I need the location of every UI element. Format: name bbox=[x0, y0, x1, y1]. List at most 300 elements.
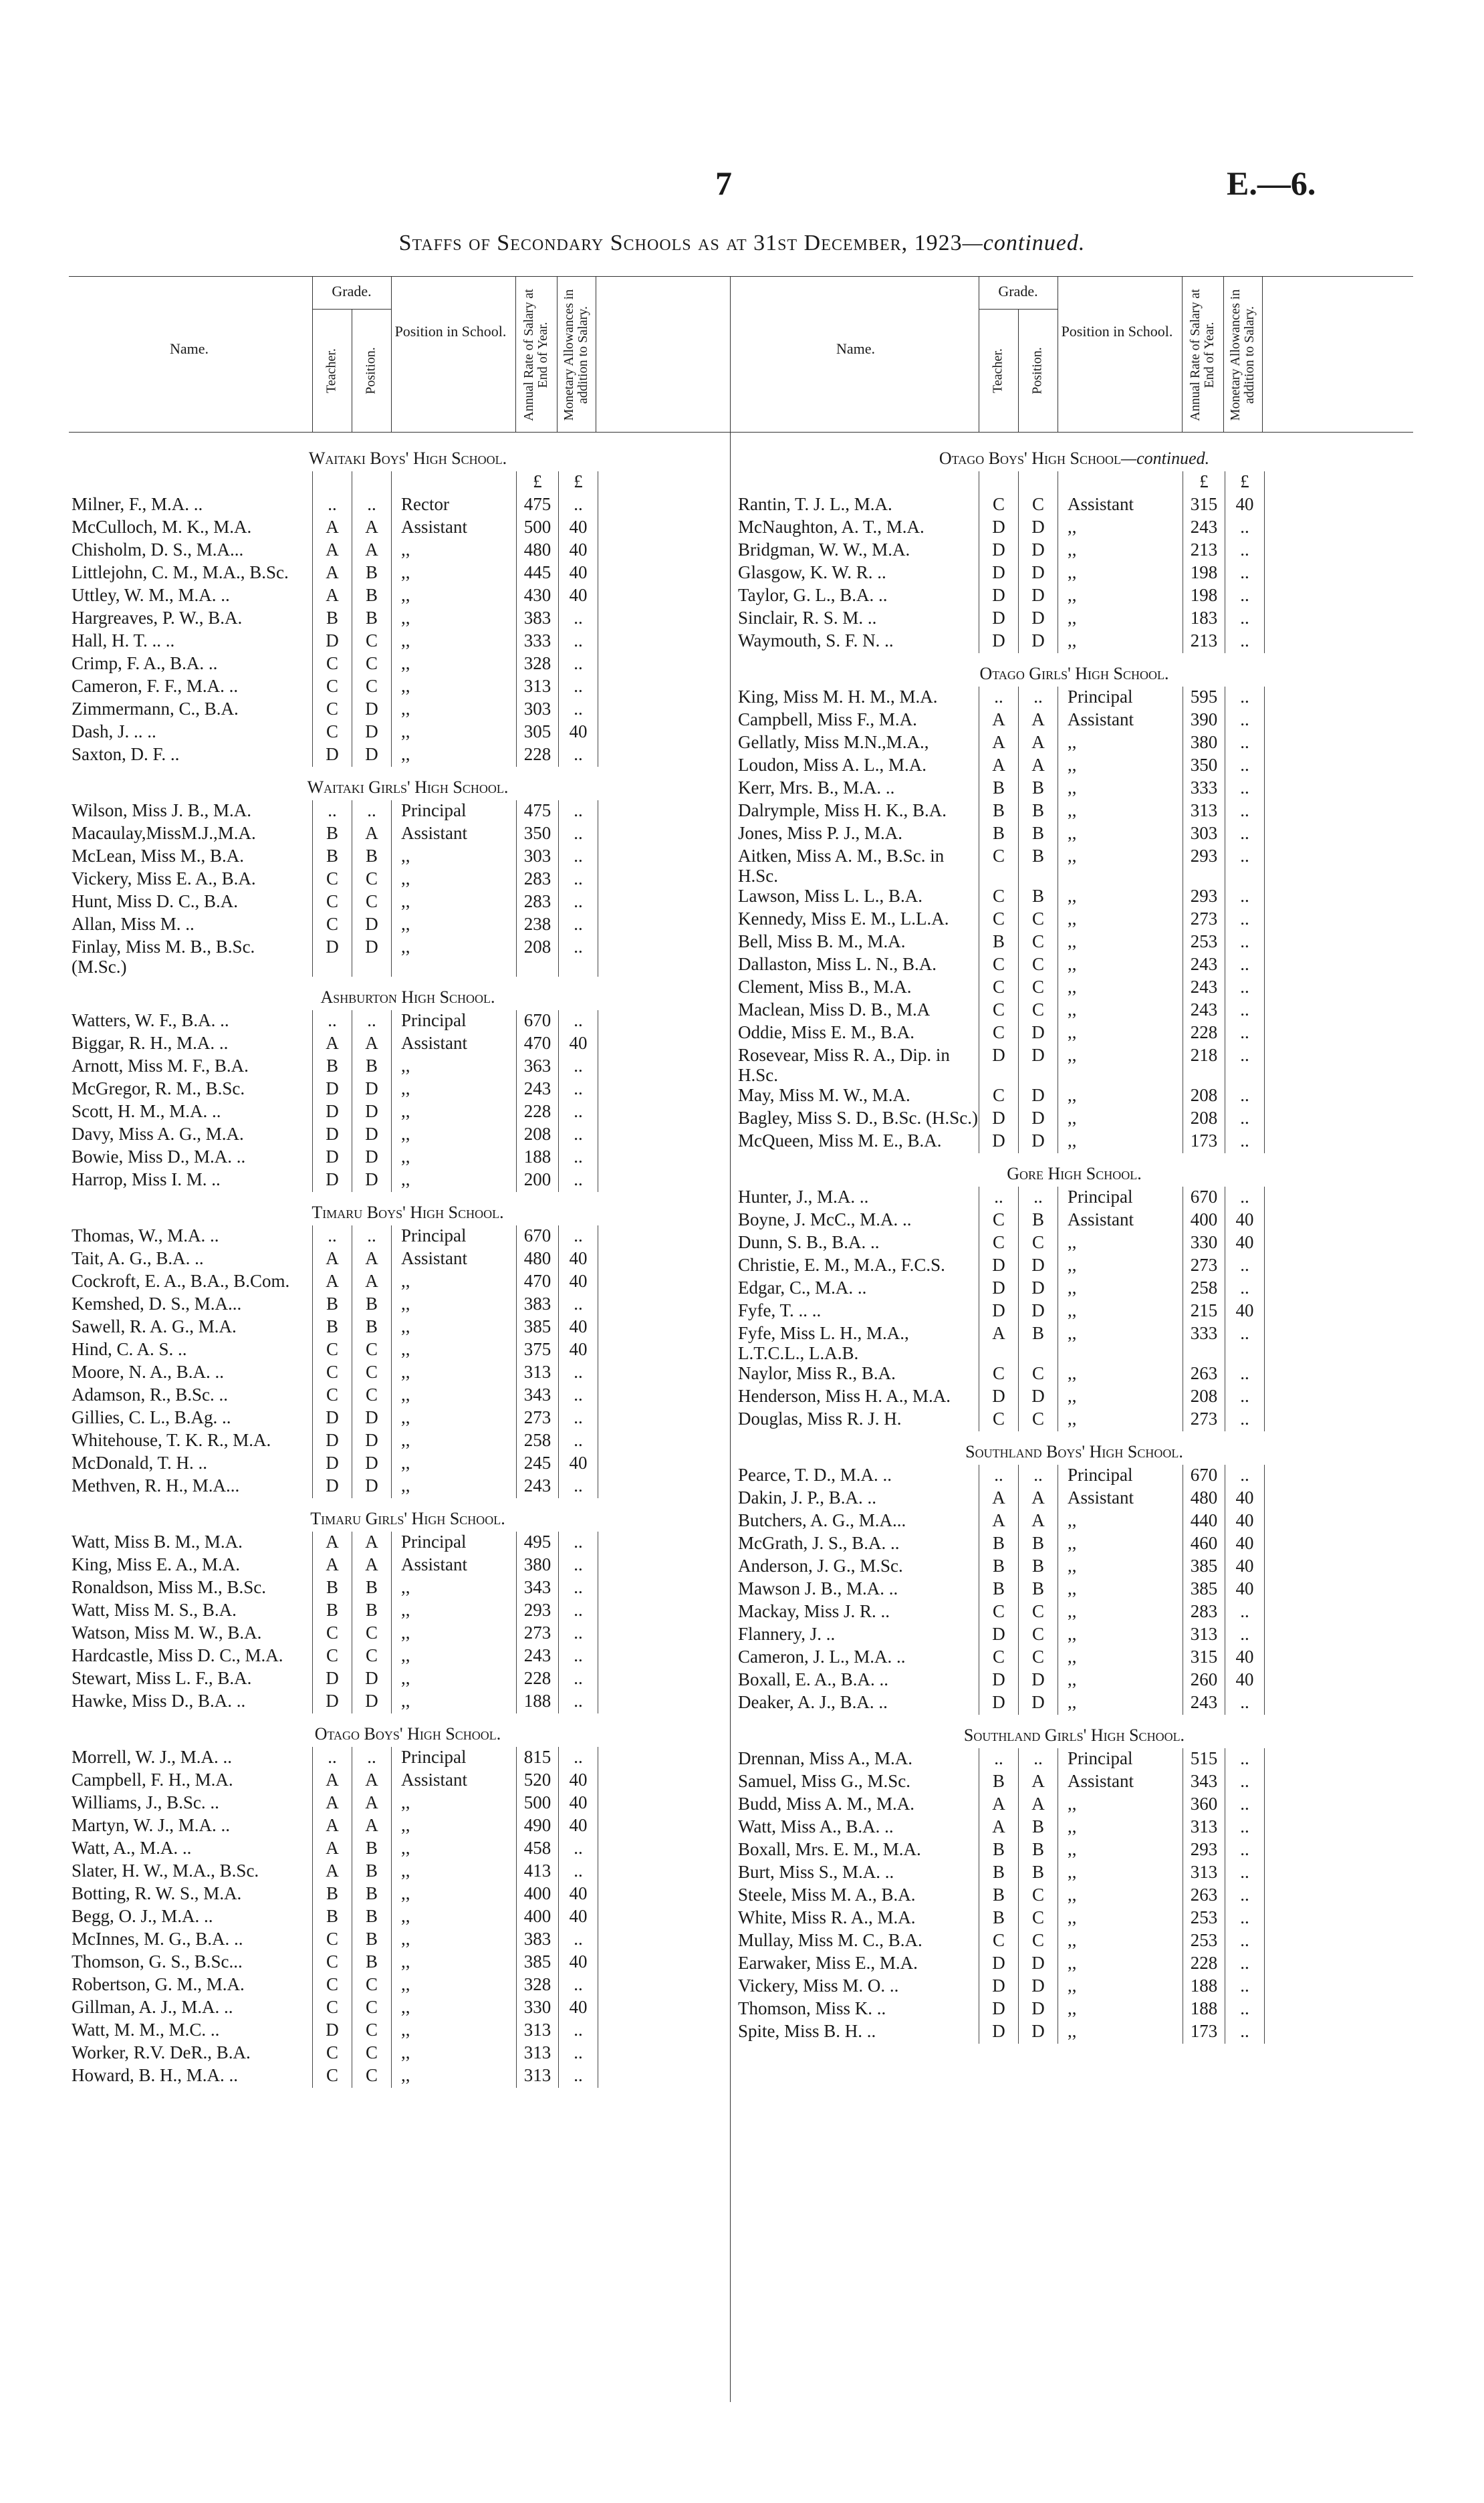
teacher-grade: C bbox=[313, 676, 352, 699]
salary: 200 bbox=[517, 1169, 559, 1192]
teacher-grade: B bbox=[979, 931, 1019, 954]
table-row bbox=[735, 494, 1413, 517]
position-grade: A bbox=[352, 1248, 392, 1271]
teacher-grade: C bbox=[979, 1209, 1019, 1232]
teacher-grade: C bbox=[979, 1647, 1019, 1669]
position-in-school: ,, bbox=[392, 868, 517, 891]
staff-name: Hind, C. A. S. .. bbox=[72, 1339, 187, 1359]
table-row bbox=[735, 977, 1413, 999]
allowance: 40 bbox=[559, 540, 598, 562]
table-row bbox=[735, 1624, 1413, 1647]
salary: 243 bbox=[1183, 999, 1225, 1022]
position-grade: D bbox=[1019, 608, 1058, 630]
school-section-title bbox=[735, 446, 1413, 471]
staff-table bbox=[69, 1532, 747, 1713]
continued-label: —continued. bbox=[1120, 449, 1210, 468]
column-divider bbox=[730, 276, 731, 2402]
allowance: 40 bbox=[559, 1815, 598, 1838]
salary: 188 bbox=[1183, 1976, 1225, 1998]
allowance: .. bbox=[559, 744, 598, 767]
position-grade: C bbox=[1019, 1409, 1058, 1431]
position-in-school: ,, bbox=[1058, 732, 1183, 755]
allowance: .. bbox=[559, 1623, 598, 1645]
position-in-school: ,, bbox=[1058, 1976, 1183, 1998]
table-row bbox=[735, 1300, 1413, 1323]
position-grade: A bbox=[352, 1554, 392, 1577]
salary: 343 bbox=[517, 1385, 559, 1407]
table-row bbox=[69, 1453, 747, 1475]
salary: 188 bbox=[517, 1691, 559, 1713]
position-in-school: ,, bbox=[1058, 954, 1183, 977]
table-row bbox=[69, 1339, 747, 1362]
allowance: .. bbox=[559, 1078, 598, 1101]
position-grade: .. bbox=[352, 800, 392, 823]
staff-name: King, Miss M. H. M., M.A. bbox=[738, 687, 938, 707]
staff-name: Aitken, Miss A. M., B.Sc. in H.Sc. bbox=[738, 846, 945, 886]
table-row bbox=[69, 1147, 747, 1169]
teacher-grade: D bbox=[979, 1669, 1019, 1692]
position-grade: C bbox=[1019, 494, 1058, 517]
position-grade: D bbox=[352, 1101, 392, 1124]
staff-name: Kemshed, D. S., M.A... bbox=[72, 1294, 242, 1314]
allowance: .. bbox=[1225, 1692, 1265, 1715]
currency-symbol: £ bbox=[517, 471, 559, 494]
allowance: .. bbox=[1225, 1862, 1265, 1885]
salary: 470 bbox=[517, 1271, 559, 1294]
position-grade: B bbox=[352, 1861, 392, 1883]
allowance: .. bbox=[559, 676, 598, 699]
teacher-grade: A bbox=[313, 1815, 352, 1838]
salary: 350 bbox=[1183, 755, 1225, 778]
teacher-grade: B bbox=[979, 1862, 1019, 1885]
teacher-grade: B bbox=[313, 1577, 352, 1600]
staff-name: Morrell, W. J., M.A. .. bbox=[72, 1747, 233, 1767]
staff-name: Ronaldson, Miss M., B.Sc. bbox=[72, 1577, 267, 1597]
header-name: Name. bbox=[836, 340, 876, 357]
position-grade: C bbox=[352, 1362, 392, 1385]
staff-name: Cockroft, E. A., B.A., B.Com. bbox=[72, 1271, 290, 1291]
staff-name: Methven, R. H., M.A... bbox=[72, 1475, 240, 1496]
table-row bbox=[69, 1623, 747, 1645]
teacher-grade: A bbox=[979, 1816, 1019, 1839]
position-in-school: Assistant bbox=[392, 1248, 517, 1271]
table-row bbox=[735, 562, 1413, 585]
table-row bbox=[735, 886, 1413, 909]
salary: 188 bbox=[517, 1147, 559, 1169]
teacher-grade: C bbox=[979, 1363, 1019, 1386]
staff-name: Begg, O. J., M.A. .. bbox=[72, 1906, 213, 1926]
allowance: .. bbox=[1225, 755, 1265, 778]
staff-name: Waymouth, S. F. N. .. bbox=[738, 630, 894, 650]
position-in-school: ,, bbox=[392, 721, 517, 744]
teacher-grade: C bbox=[313, 1339, 352, 1362]
position-in-school: ,, bbox=[1058, 630, 1183, 653]
salary: 815 bbox=[517, 1747, 559, 1770]
teacher-grade: C bbox=[313, 914, 352, 937]
teacher-grade: D bbox=[313, 1078, 352, 1101]
staff-name: Dakin, J. P., B.A. .. bbox=[738, 1487, 877, 1508]
staff-name: Taylor, G. L., B.A. .. bbox=[738, 585, 888, 605]
allowance: 40 bbox=[1225, 1533, 1265, 1556]
teacher-grade: B bbox=[313, 1906, 352, 1929]
table-row bbox=[69, 891, 747, 914]
salary: 315 bbox=[1183, 494, 1225, 517]
position-grade: A bbox=[352, 1033, 392, 1056]
position-in-school: ,, bbox=[392, 937, 517, 977]
salary: 413 bbox=[517, 1861, 559, 1883]
staff-name: Tait, A. G., B.A. .. bbox=[72, 1248, 204, 1268]
allowance: 40 bbox=[1225, 1487, 1265, 1510]
position-in-school: ,, bbox=[392, 846, 517, 868]
position-in-school: ,, bbox=[392, 744, 517, 767]
teacher-grade: A bbox=[979, 732, 1019, 755]
position-in-school: Assistant bbox=[392, 1770, 517, 1792]
table-row bbox=[69, 1225, 747, 1248]
position-in-school: ,, bbox=[392, 1951, 517, 1974]
teacher-grade: D bbox=[979, 1130, 1019, 1153]
allowance: .. bbox=[1225, 1022, 1265, 1045]
position-grade: C bbox=[352, 2042, 392, 2065]
allowance: .. bbox=[559, 1294, 598, 1316]
salary: 208 bbox=[517, 937, 559, 977]
teacher-grade: D bbox=[979, 1255, 1019, 1278]
teacher-grade: A bbox=[313, 517, 352, 540]
allowance: 40 bbox=[559, 1271, 598, 1294]
salary: 670 bbox=[1183, 1187, 1225, 1209]
salary: 385 bbox=[1183, 1578, 1225, 1601]
table-row bbox=[735, 1748, 1413, 1771]
allowance: .. bbox=[1225, 630, 1265, 653]
teacher-grade: A bbox=[979, 1794, 1019, 1816]
staff-name: Watt, A., M.A. .. bbox=[72, 1838, 192, 1858]
salary: 273 bbox=[517, 1623, 559, 1645]
salary: 273 bbox=[517, 1407, 559, 1430]
table-row bbox=[69, 585, 747, 608]
staff-name: Watt, Miss A., B.A. .. bbox=[738, 1816, 894, 1836]
staff-name: Milner, F., M.A. .. bbox=[72, 494, 203, 514]
allowance: .. bbox=[1225, 1278, 1265, 1300]
salary: 375 bbox=[517, 1339, 559, 1362]
position-grade: B bbox=[352, 562, 392, 585]
allowance: .. bbox=[1225, 909, 1265, 931]
table-row bbox=[69, 608, 747, 630]
header-grade: Grade. bbox=[998, 283, 1038, 300]
salary: 445 bbox=[517, 562, 559, 585]
teacher-grade: B bbox=[979, 1533, 1019, 1556]
table-row bbox=[69, 1385, 747, 1407]
position-grade: D bbox=[1019, 1953, 1058, 1976]
school-section-title bbox=[735, 1723, 1413, 1748]
salary: 480 bbox=[517, 540, 559, 562]
allowance: 40 bbox=[559, 585, 598, 608]
position-in-school: Assistant bbox=[392, 1554, 517, 1577]
allowance: 40 bbox=[1225, 1556, 1265, 1578]
table-row bbox=[69, 937, 747, 977]
allowance: .. bbox=[1225, 687, 1265, 709]
position-in-school: ,, bbox=[392, 1453, 517, 1475]
table-row bbox=[735, 1386, 1413, 1409]
position-grade: B bbox=[352, 1951, 392, 1974]
position-grade: B bbox=[1019, 800, 1058, 823]
position-in-school: ,, bbox=[1058, 909, 1183, 931]
teacher-grade: D bbox=[979, 2021, 1019, 2044]
teacher-grade: D bbox=[979, 1300, 1019, 1323]
salary: 263 bbox=[1183, 1363, 1225, 1386]
teacher-grade: D bbox=[979, 1045, 1019, 1085]
position-in-school: ,, bbox=[392, 1271, 517, 1294]
position-in-school: ,, bbox=[1058, 1647, 1183, 1669]
salary: 360 bbox=[1183, 1794, 1225, 1816]
school-section-title bbox=[69, 1721, 747, 1747]
teacher-grade: .. bbox=[979, 1187, 1019, 1209]
table-row bbox=[69, 1951, 747, 1974]
allowance: 40 bbox=[559, 562, 598, 585]
position-grade: D bbox=[1019, 585, 1058, 608]
position-grade: C bbox=[1019, 1624, 1058, 1647]
position-in-school: ,, bbox=[392, 699, 517, 721]
allowance: .. bbox=[1225, 1085, 1265, 1108]
staff-name: Pearce, T. D., M.A. .. bbox=[738, 1465, 892, 1485]
teacher-grade: C bbox=[313, 699, 352, 721]
position-in-school: ,, bbox=[392, 1929, 517, 1951]
salary: 173 bbox=[1183, 2021, 1225, 2044]
teacher-grade: B bbox=[313, 1600, 352, 1623]
position-in-school: ,, bbox=[1058, 1363, 1183, 1386]
position-grade: B bbox=[1019, 886, 1058, 909]
school-name: Otago Boys' High School bbox=[939, 449, 1121, 468]
position-in-school: Assistant bbox=[1058, 1487, 1183, 1510]
position-in-school: ,, bbox=[392, 1339, 517, 1362]
teacher-grade: B bbox=[979, 823, 1019, 846]
staff-name: Douglas, Miss R. J. H. bbox=[738, 1409, 902, 1429]
position-grade: B bbox=[352, 1294, 392, 1316]
table-row bbox=[735, 1187, 1413, 1209]
salary: 263 bbox=[1183, 1885, 1225, 1907]
table-row bbox=[69, 1056, 747, 1078]
allowance: 40 bbox=[559, 1770, 598, 1792]
staff-name: Fyfe, Miss L. H., M.A., L.T.C.L., L.A.B. bbox=[738, 1323, 909, 1363]
position-in-school: ,, bbox=[1058, 1578, 1183, 1601]
allowance: 40 bbox=[1225, 1647, 1265, 1669]
table-row bbox=[735, 1578, 1413, 1601]
staff-name: Allan, Miss M. .. bbox=[72, 914, 195, 934]
table-row bbox=[735, 517, 1413, 540]
salary: 480 bbox=[517, 1248, 559, 1271]
staff-name: Mawson J. B., M.A. .. bbox=[738, 1578, 898, 1598]
position-grade: B bbox=[1019, 1533, 1058, 1556]
position-grade: D bbox=[1019, 1976, 1058, 1998]
teacher-grade: C bbox=[313, 1645, 352, 1668]
table-row bbox=[69, 1838, 747, 1861]
position-grade: B bbox=[1019, 778, 1058, 800]
table-row bbox=[735, 778, 1413, 800]
allowance: .. bbox=[559, 1577, 598, 1600]
allowance: .. bbox=[559, 937, 598, 977]
allowance: .. bbox=[1225, 1187, 1265, 1209]
staff-name: Howard, B. H., M.A. .. bbox=[72, 2065, 238, 2085]
position-grade: B bbox=[1019, 1839, 1058, 1862]
allowance: .. bbox=[1225, 1998, 1265, 2021]
staff-name: Mullay, Miss M. C., B.A. bbox=[738, 1930, 922, 1950]
teacher-grade: A bbox=[313, 585, 352, 608]
salary: 303 bbox=[517, 846, 559, 868]
position-in-school: ,, bbox=[392, 1577, 517, 1600]
table-row bbox=[735, 1862, 1413, 1885]
position-in-school: ,, bbox=[1058, 1409, 1183, 1431]
salary: 315 bbox=[1183, 1647, 1225, 1669]
salary: 293 bbox=[1183, 1839, 1225, 1862]
position-grade: B bbox=[1019, 1556, 1058, 1578]
staff-name: Bell, Miss B. M., M.A. bbox=[738, 931, 906, 951]
allowance: .. bbox=[1225, 1930, 1265, 1953]
staff-name: McCulloch, M. K., M.A. bbox=[72, 517, 252, 537]
allowance: 40 bbox=[1225, 1232, 1265, 1255]
table-row bbox=[735, 540, 1413, 562]
allowance: 40 bbox=[1225, 1669, 1265, 1692]
position-grade: A bbox=[1019, 1794, 1058, 1816]
table-row bbox=[69, 1475, 747, 1498]
position-in-school: ,, bbox=[392, 1407, 517, 1430]
allowance: .. bbox=[559, 1010, 598, 1033]
header-salary: Annual Rate of Salary at End of Year. bbox=[1188, 289, 1217, 421]
salary: 228 bbox=[517, 1668, 559, 1691]
staff-name: Chisholm, D. S., M.A... bbox=[72, 540, 244, 560]
position-in-school: Assistant bbox=[392, 1033, 517, 1056]
position-in-school: ,, bbox=[392, 1974, 517, 1997]
salary: 400 bbox=[1183, 1209, 1225, 1232]
salary: 380 bbox=[517, 1554, 559, 1577]
position-in-school: ,, bbox=[392, 1362, 517, 1385]
position-grade: C bbox=[352, 891, 392, 914]
school-name: Ashburton High School. bbox=[320, 987, 495, 1007]
salary: 313 bbox=[517, 2065, 559, 2088]
staff-name: Watt, M. M., M.C. .. bbox=[72, 2020, 220, 2040]
position-grade: B bbox=[352, 1577, 392, 1600]
teacher-grade: C bbox=[313, 1974, 352, 1997]
teacher-grade: A bbox=[313, 540, 352, 562]
position-grade: B bbox=[352, 608, 392, 630]
header-position-grade: Position. bbox=[363, 347, 378, 394]
allowance: .. bbox=[1225, 1976, 1265, 1998]
position-in-school: ,, bbox=[1058, 517, 1183, 540]
table-row bbox=[69, 1929, 747, 1951]
allowance: .. bbox=[1225, 1816, 1265, 1839]
staff-name: Gillies, C. L., B.Ag. .. bbox=[72, 1407, 231, 1427]
table-row bbox=[69, 540, 747, 562]
school-section-title bbox=[69, 985, 747, 1010]
staff-name: Boxall, Mrs. E. M., M.A. bbox=[738, 1839, 921, 1859]
position-in-school: Principal bbox=[392, 1747, 517, 1770]
salary: 470 bbox=[517, 1033, 559, 1056]
position-grade: D bbox=[1019, 1300, 1058, 1323]
teacher-grade: A bbox=[313, 1770, 352, 1792]
staff-table bbox=[735, 1187, 1413, 1431]
position-grade: A bbox=[352, 540, 392, 562]
staff-name: Dash, J. .. .. bbox=[72, 721, 156, 741]
position-grade: C bbox=[352, 2020, 392, 2042]
allowance: .. bbox=[559, 846, 598, 868]
salary: 383 bbox=[517, 1294, 559, 1316]
allowance: .. bbox=[559, 1056, 598, 1078]
staff-table bbox=[69, 1225, 747, 1498]
allowance: .. bbox=[559, 823, 598, 846]
teacher-grade: C bbox=[979, 1022, 1019, 1045]
allowance: 40 bbox=[1225, 1209, 1265, 1232]
position-grade: D bbox=[1019, 1045, 1058, 1085]
position-in-school: ,, bbox=[1058, 1045, 1183, 1085]
position-grade: D bbox=[352, 1691, 392, 1713]
teacher-grade: A bbox=[979, 709, 1019, 732]
position-grade: B bbox=[352, 1838, 392, 1861]
staff-name: Hunter, J., M.A. .. bbox=[738, 1187, 869, 1207]
allowance: .. bbox=[559, 494, 598, 517]
table-row bbox=[69, 699, 747, 721]
staff-name: Edgar, C., M.A. .. bbox=[738, 1278, 867, 1298]
allowance: 40 bbox=[1225, 1578, 1265, 1601]
allowance: .. bbox=[559, 1475, 598, 1498]
teacher-grade: D bbox=[979, 608, 1019, 630]
teacher-grade: A bbox=[979, 755, 1019, 778]
currency-symbol: £ bbox=[559, 471, 598, 494]
position-grade: B bbox=[1019, 1816, 1058, 1839]
staff-name: Worker, R.V. DeR., B.A. bbox=[72, 2042, 251, 2062]
position-in-school: ,, bbox=[1058, 846, 1183, 886]
position-in-school: ,, bbox=[1058, 1300, 1183, 1323]
table-row bbox=[69, 823, 747, 846]
header-grade: Grade. bbox=[332, 283, 372, 300]
position-in-school: ,, bbox=[1058, 1556, 1183, 1578]
salary: 258 bbox=[1183, 1278, 1225, 1300]
position-grade: B bbox=[352, 846, 392, 868]
salary: 305 bbox=[517, 721, 559, 744]
staff-name: Kennedy, Miss E. M., L.L.A. bbox=[738, 909, 949, 929]
position-in-school: ,, bbox=[392, 1294, 517, 1316]
position-grade: C bbox=[352, 653, 392, 676]
teacher-grade: C bbox=[313, 1623, 352, 1645]
table-row bbox=[735, 1323, 1413, 1363]
teacher-grade: B bbox=[979, 1556, 1019, 1578]
salary: 293 bbox=[517, 1600, 559, 1623]
position-grade: D bbox=[1019, 1669, 1058, 1692]
position-in-school: ,, bbox=[392, 1101, 517, 1124]
salary: 208 bbox=[517, 1124, 559, 1147]
position-in-school: ,, bbox=[392, 585, 517, 608]
salary: 595 bbox=[1183, 687, 1225, 709]
staff-name: Moore, N. A., B.A. .. bbox=[72, 1362, 224, 1382]
staff-name: Vickery, Miss E. A., B.A. bbox=[72, 868, 256, 888]
table-row bbox=[69, 1248, 747, 1271]
table-row bbox=[735, 1045, 1413, 1085]
allowance: .. bbox=[559, 1554, 598, 1577]
teacher-grade: .. bbox=[979, 1465, 1019, 1487]
teacher-grade: A bbox=[979, 1323, 1019, 1363]
position-in-school: Principal bbox=[1058, 1187, 1183, 1209]
position-grade: .. bbox=[352, 494, 392, 517]
staff-name: Martyn, W. J., M.A. .. bbox=[72, 1815, 231, 1835]
staff-name: Bridgman, W. W., M.A. bbox=[738, 540, 910, 560]
teacher-grade: C bbox=[979, 999, 1019, 1022]
table-row bbox=[69, 517, 747, 540]
allowance: .. bbox=[1225, 1386, 1265, 1409]
table-row bbox=[69, 630, 747, 653]
position-grade: B bbox=[352, 1883, 392, 1906]
table-row bbox=[735, 1363, 1413, 1386]
staff-name: Dallaston, Miss L. N., B.A. bbox=[738, 954, 937, 974]
salary: 440 bbox=[1183, 1510, 1225, 1533]
teacher-grade: C bbox=[313, 1951, 352, 1974]
position-grade: C bbox=[352, 1339, 392, 1362]
position-grade: D bbox=[352, 1453, 392, 1475]
